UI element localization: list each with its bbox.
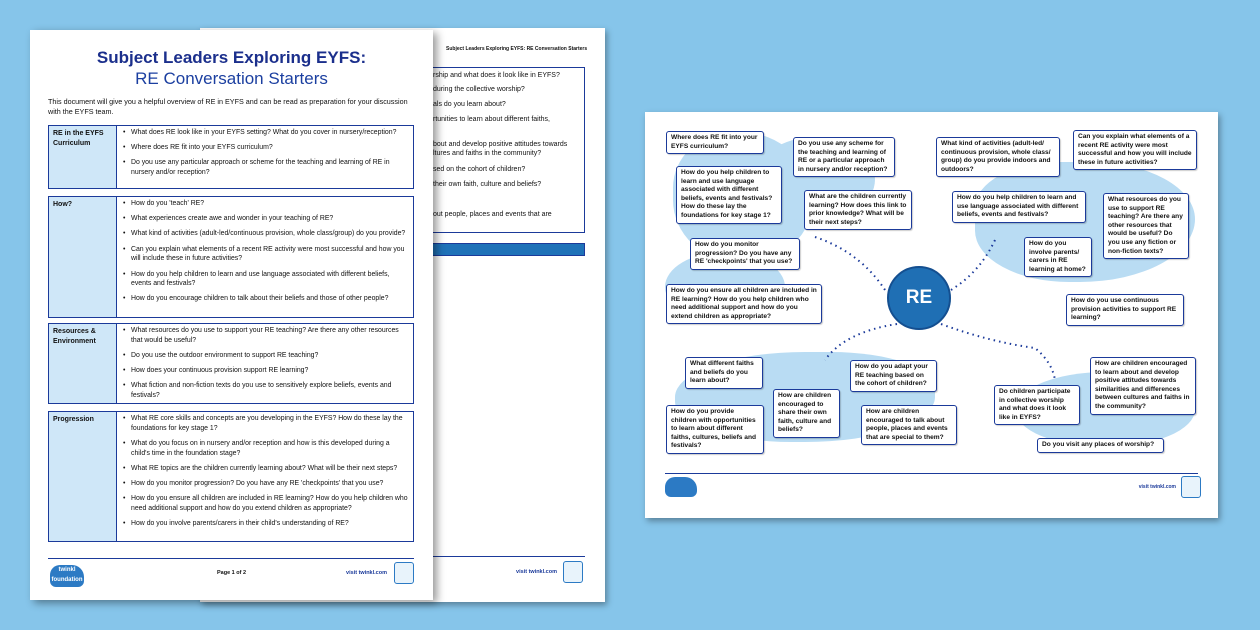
badge-icon [394,562,414,584]
document-title: Subject Leaders Exploring EYFS: [96,48,367,67]
question-box: What resources do you use to support RE teaching? Are there any other resources that would be useful? Do you use any fiction or non-fiction texts? [1103,193,1189,259]
twinkl-logo [665,477,697,497]
section-label: Progression [49,412,117,541]
question: • How do you 'teach' RE? [123,199,409,209]
page2-line: rtunities to learn about different faiths, [433,116,550,123]
footer-site: visit twinkl.com [346,570,387,576]
question: • What fiction and non-fiction texts do you use to sensitively explore beliefs, events and festivals? [123,381,409,400]
question-box: What are the children currently learning? How does this link to prior knowledge? What will be their next steps? [804,190,912,230]
question-box: How do you help children to learn and use language associated with different beliefs, events and festivals? How do these lay the foundations for key stage 1? [676,166,782,224]
section-resources [48,323,414,404]
question: • What experiences create awe and wonder in your teaching of RE? [123,214,409,224]
question-box: Do children participate in collective worship and what does it look like in EYFS? [994,385,1080,425]
document-subtitle: RE Conversation Starters [135,69,328,88]
question: • What RE topics are the children currently learning about? What will be their next steps? [123,464,409,474]
question: • Where does RE fit into your EYFS curriculum? [123,143,409,153]
section-label: How? [49,197,117,317]
question: • What does RE look like in your EYFS setting? What do you cover in nursery/reception? [123,128,409,138]
question: • Do you use any particular approach or scheme for the teaching and learning of RE in nursery and/or reception? [123,158,409,177]
question: • What resources do you use to support your RE teaching? Are there any other resources that would be useful? [123,326,409,345]
question: • What kind of activities (adult-led/continuous provision, whole class/group) do you provide? [123,229,409,239]
question-box: Where does RE fit into your EYFS curriculum? [666,131,764,154]
question-box: What different faiths and beliefs do you learn about? [685,357,763,389]
question-box: How are children encouraged to talk about people, places and events that are special to them? [861,405,957,445]
question-box: Do you visit any places of worship? [1037,438,1164,453]
page2-line: als do you learn about? [433,101,506,108]
twinkl-logo: twinkl foundation [50,565,84,587]
question-box: Can you explain what elements of a recent RE activity were most successful and how you will include these in future activities? [1073,130,1197,170]
question-box: Do you use any scheme for the teaching and learning of RE or a particular approach in nursery and/or reception? [793,137,895,177]
question: • How do you encourage children to talk about their beliefs and those of other people? [123,294,409,304]
question: • Do you use the outdoor environment to support RE teaching? [123,351,409,361]
question-box: How are children encouraged to learn about and develop positive attitudes towards similarities and differences between cultures and faiths in the community? [1090,357,1196,415]
question-box: What kind of activities (adult-led/ continuous provision, whole class/ group) do you provide indoors and outdoors? [936,137,1060,177]
footer-divider [665,473,1198,474]
page2-line: ltures and faiths in the community? [433,150,542,157]
section-label: Resources & Environment [49,324,117,403]
footer-site: visit twinkl.com [1138,484,1176,490]
page2-line: their own faith, culture and beliefs? [433,181,542,188]
page2-header: Subject Leaders Exploring EYFS: RE Conversation Starters [446,46,588,52]
question-box: How do you adapt your RE teaching based on the cohort of children? [850,360,937,392]
page-number: Page 1 of 2 [217,570,247,576]
question: • How do you involve parents/carers in their child's understanding of RE? [123,519,409,529]
mindmap-page [645,112,1218,518]
section-label: RE in the EYFS Curriculum [49,126,117,188]
question-box: How do you involve parents/ carers in RE learning at home? [1024,237,1092,277]
center-node: RE [887,266,951,330]
page2-line: out people, places and events that are [433,211,552,218]
question: • How does your continuous provision support RE learning? [123,366,409,376]
question: • How do you monitor progression? Do you have any RE 'checkpoints' that you use? [123,479,409,489]
footer-site: visit twinkl.com [516,569,557,575]
question-box: How do you help children to learn and use language associated with different beliefs, events and festivals? [952,191,1086,223]
question-box: How do you use continuous provision activities to support RE learning? [1066,294,1184,326]
question-box: How do you provide children with opportunities to learn about different faiths, cultures, beliefs and festivals? [666,405,764,454]
question-box: How are children encouraged to share their own faith, culture and beliefs? [773,389,840,438]
question: • Can you explain what elements of a recent RE activity were most successful and how you will include these in future activities? [123,245,409,264]
question: • What RE core skills and concepts are you developing in the EYFS? How do these lay the foundations for key stage 1? [123,414,409,433]
section-progression [48,411,414,542]
question-box: How do you monitor progression? Do you have any RE 'checkpoints' that you use? [690,238,800,270]
section-re-in-eyfs [48,125,414,189]
page2-line: bout and develop positive attitudes towards [433,141,568,148]
page-1-preview [30,30,433,600]
badge-icon [563,561,583,583]
badge-icon [1181,476,1201,498]
page2-line: sed on the cohort of children? [433,166,526,173]
question: • How do you help children to learn and use language associated with different beliefs, events and festivals? [123,270,409,289]
page2-line: rship and what does it look like in EYFS? [433,72,560,79]
question: • What do you focus on in nursery and/or reception and how is this developed during a child's time in the foundation stage? [123,439,409,458]
page2-line: during the collective worship? [433,86,525,93]
question: • How do you ensure all children are included in RE learning? How do you help children who need additional support and how do you extend children as appropriate? [123,494,409,513]
question-box: How do you ensure all children are included in RE learning? How do you help children who need additional support and how do you extend children as appropriate? [666,284,822,324]
section-how [48,196,414,318]
intro-text: This document will give you a helpful overview of RE in EYFS and can be read as preparation for your discussion with the EYFS team. [48,97,408,116]
footer-divider [48,558,414,559]
